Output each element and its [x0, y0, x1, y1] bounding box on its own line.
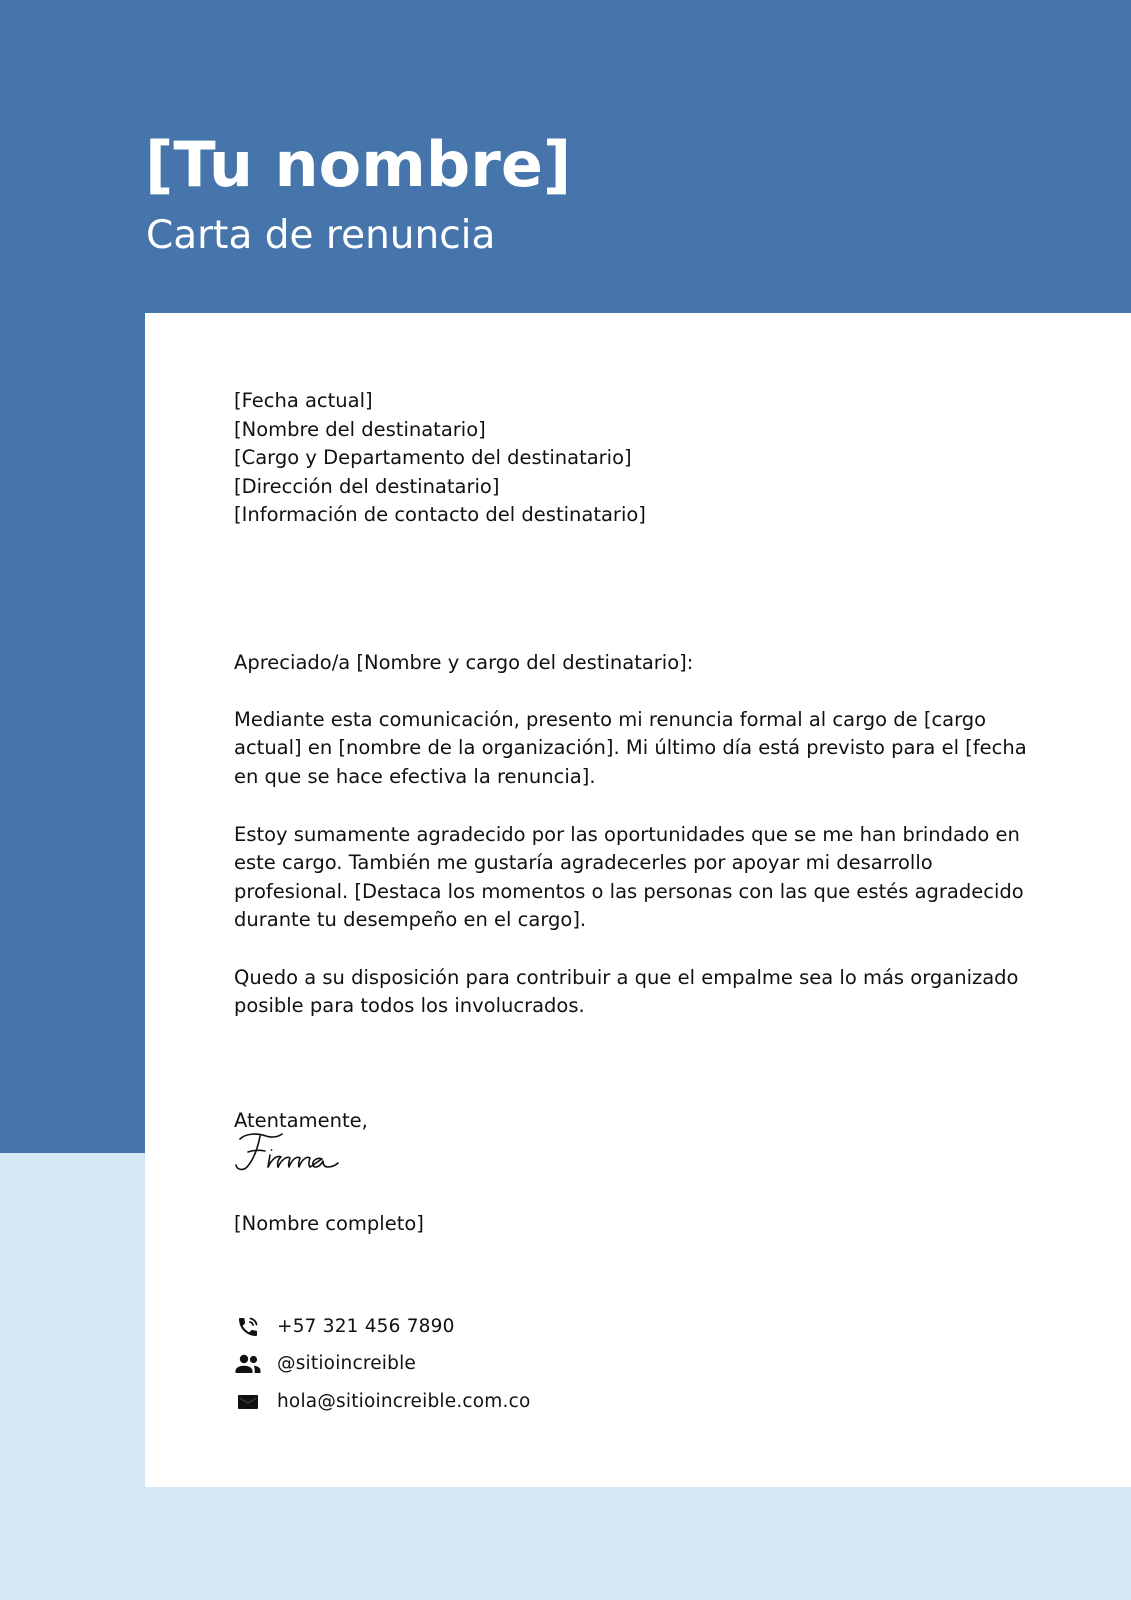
phone-number: +57 321 456 7890 — [277, 1316, 455, 1337]
closing: Atentamente, — [234, 1108, 368, 1132]
contact-phone — [234, 1313, 455, 1341]
full-name: [Nombre completo] — [234, 1211, 424, 1235]
recipient-name: [Nombre del destinatario] — [234, 417, 486, 441]
handwritten-signature — [232, 1125, 362, 1177]
recipient-address: [Dirección del destinatario] — [234, 474, 500, 498]
current-date: [Fecha actual] — [234, 389, 373, 412]
email-address: hola@sitioincreible.com.co — [277, 1391, 531, 1412]
recipient-position: [Cargo y Departamento del destinatario] — [234, 446, 632, 469]
contact-social — [234, 1350, 416, 1378]
recipient-block — [234, 387, 1034, 530]
social-handle: @sitioincreible — [277, 1353, 417, 1374]
mail-icon — [234, 1388, 262, 1416]
body-paragraph: Quedo a su disposición para contribuir a que el empalme sea lo más organizado posible para todos los involucrados. — [234, 965, 1019, 1017]
document-subtitle: Carta de renuncia — [146, 213, 496, 258]
body-paragraph: Estoy sumamente agradecido por las oportunidades que se me han brindado en este cargo. También me gustaría agradecerles por apoyar mi desarrollo profesional. [Destaca los momentos o las personas con las que estés agradecido durante tu desempeño en el cargo]. — [234, 822, 1024, 931]
salutation: Apreciado/a [Nombre y cargo del destinatario]: — [234, 650, 694, 674]
body-paragraph: Mediante esta comunicación, presento mi renuncia formal al cargo de [cargo actual] en [nombre de la organización]. Mi último día está previsto para el [fecha en que se hace efectiva la renuncia]. — [234, 707, 1027, 788]
recipient-contact: [Información de contacto del destinatario] — [234, 503, 646, 526]
author-name: [Tu nombre] — [145, 128, 572, 201]
contact-email — [234, 1388, 531, 1416]
people-icon — [234, 1350, 262, 1378]
phone-icon — [234, 1313, 262, 1341]
